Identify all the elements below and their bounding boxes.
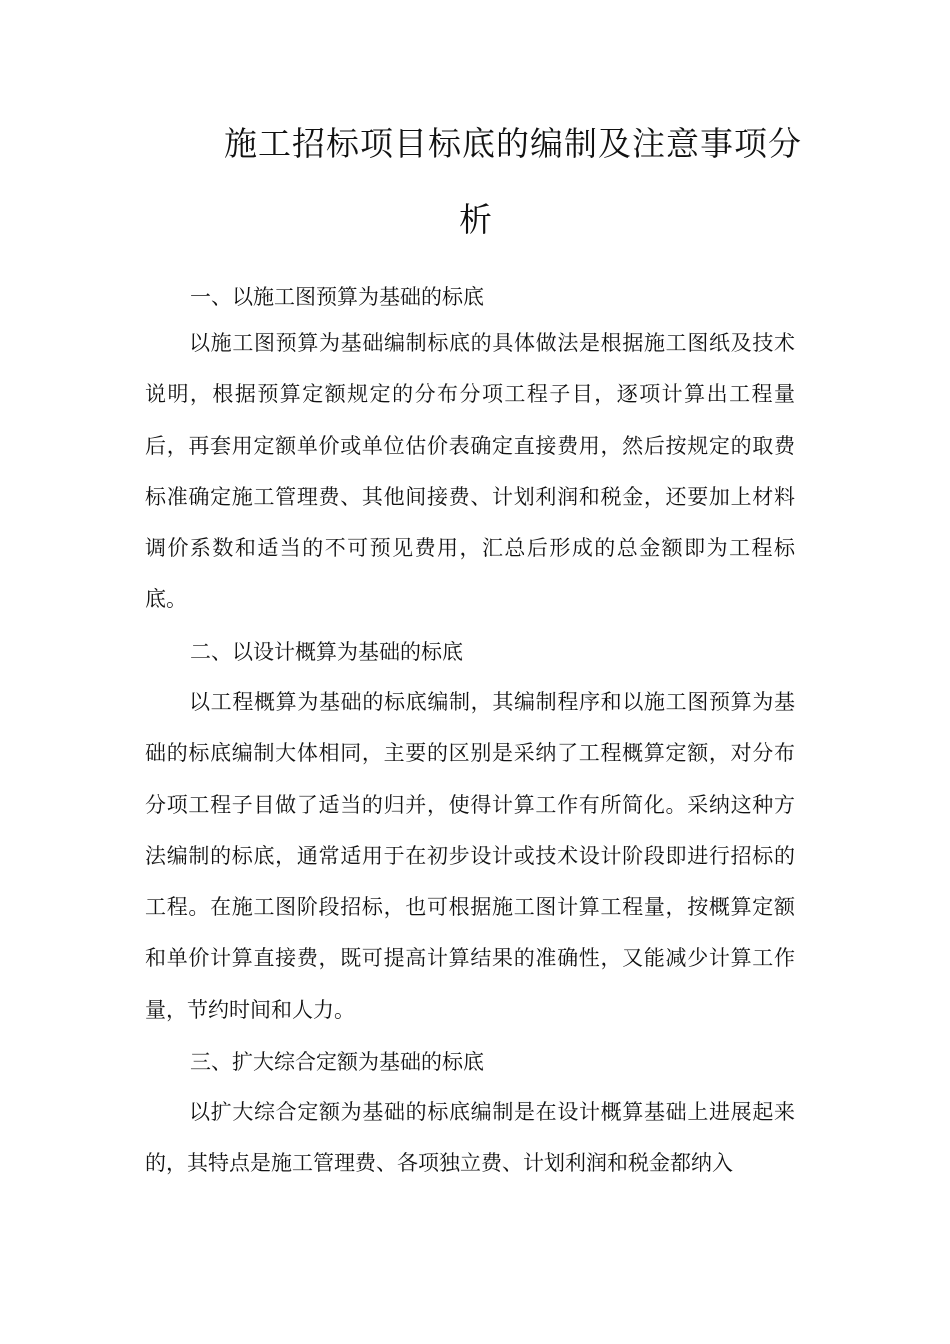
section-heading-2: 二、以设计概算为基础的标底 [190,640,463,664]
section-paragraph-2: 以工程概算为基础的标底编制，其编制程序和以施工图预算为基础的标底编制大体相同，主要的区别是采纳了工程概算定额，对分布分项工程子目做了适当的归并，使得计算工作有所简化。采纳这种方法编制的标底，通常适用于在初步设计或技术设计阶段即进行招标的工程。在施工图阶段招标，也可根据施工图计算工程量，按概算定额和单价计算直接费，既可提高计算结果的准确性，又能减少计算工作量，节约时间和人力。 [145,690,795,1022]
document-title: 施工招标项目标底的编制及注意事项分 [224,124,802,163]
document-title-continuation: 析 [459,200,493,239]
section-heading-3: 三、扩大综合定额为基础的标底 [190,1050,484,1074]
section-paragraph-1: 以施工图预算为基础编制标底的具体做法是根据施工图纸及技术说明，根据预算定额规定的分布分项工程子目，逐项计算出工程量后，再套用定额单价或单位估价表确定直接费用，然后按规定的取费标准确定施工管理费、其他间接费、计划利润和税金，还要加上材料调价系数和适当的不可预见费用，汇总后形成的总金额即为工程标底。 [145,331,795,612]
section-heading-1: 一、以施工图预算为基础的标底 [190,285,484,309]
section-paragraph-3: 以扩大综合定额为基础的标底编制是在设计概算基础上进展起来的，其特点是施工管理费、各项独立费、计划利润和税金都纳入 [145,1100,795,1176]
